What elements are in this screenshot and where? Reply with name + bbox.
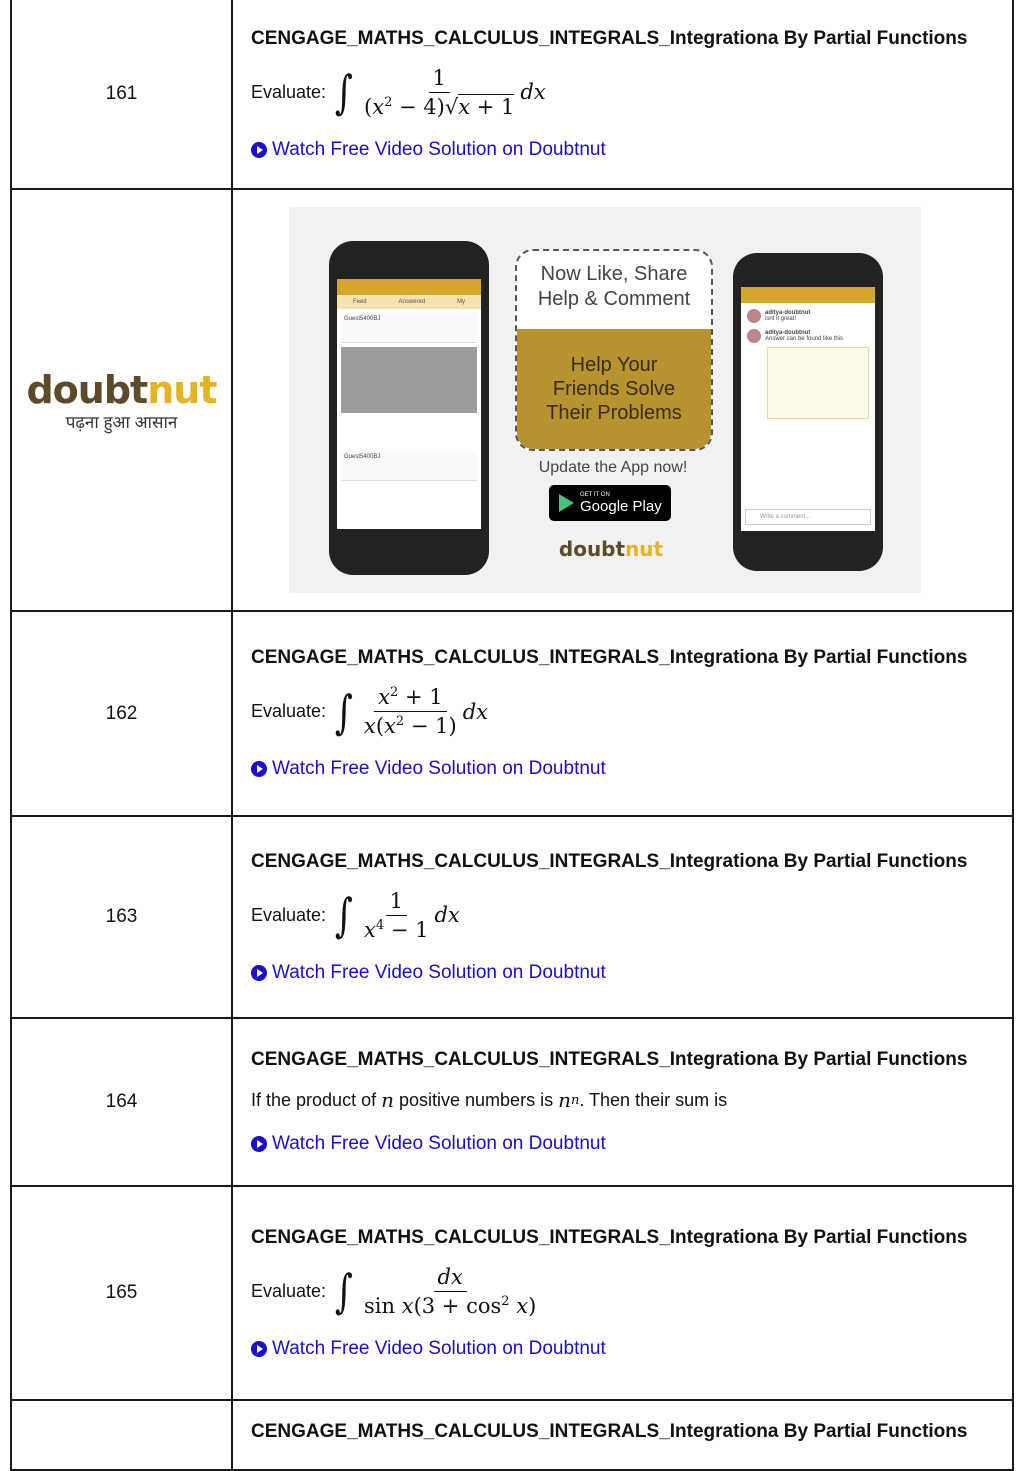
question-table (10, 0, 1014, 1458)
promo-line-1: Now Like, Share (540, 263, 688, 285)
feed-card-2: Guest5400BJ (341, 451, 477, 481)
question-body (232, 0, 1013, 189)
tab-my: My (457, 299, 466, 305)
question-row (11, 1400, 1013, 1470)
play-circle-icon (251, 761, 267, 777)
category-title: CENGAGE_MATHS_CALCULUS_INTEGRALS_Integrationa By Partial Functions (251, 1049, 968, 1070)
question-row (11, 0, 1013, 189)
chat-msg-2: Answer can be found like this (765, 336, 844, 342)
category-title: CENGAGE_MATHS_CALCULUS_INTEGRALS_Integrationa By Partial Functions (251, 1421, 968, 1442)
watch-video-label: Watch Free Video Solution on Doubtnut (272, 1133, 606, 1154)
question-prefix: Evaluate: (251, 701, 327, 721)
chat-user: aditya-doubtnut (765, 310, 811, 316)
question-body (232, 1018, 1013, 1186)
category-title: CENGAGE_MATHS_CALCULUS_INTEGRALS_Integrationa By Partial Functions (251, 27, 968, 49)
question-text (251, 66, 1012, 119)
promo-box (515, 249, 713, 451)
chat-user-2: aditya-doubtnut (765, 330, 811, 336)
tab-answered: Answered (398, 299, 426, 305)
math-expression: ∫ $\frac{dx}{\sin x(3 + \cos^2 x)}$ (335, 1264, 537, 1318)
ad-logo (551, 537, 671, 561)
ad-row (11, 189, 1013, 611)
question-body (232, 1400, 1013, 1470)
watch-video-label: Watch Free Video Solution on Doubtnut (272, 758, 606, 779)
feed-card: Guest5400BJ (341, 313, 477, 343)
watch-video-link[interactable] (251, 139, 1012, 161)
question-text (251, 889, 1012, 942)
category-title: CENGAGE_MATHS_CALCULUS_INTEGRALS_Integrationa By Partial Functions (251, 1226, 968, 1248)
question-row (11, 816, 1013, 1018)
avatar (747, 309, 761, 323)
question-prefix: Evaluate: (251, 81, 327, 102)
help-line-3: Their Problems (546, 402, 682, 424)
watch-video-link[interactable] (251, 1133, 1012, 1155)
watch-video-label: Watch Free Video Solution on Doubtnut (272, 961, 606, 983)
question-photo (341, 347, 477, 413)
question-text (251, 685, 1012, 738)
google-play-button[interactable] (549, 485, 671, 521)
math-expression: ∫ $\frac{x^2 + 1}{x(x^2 - 1)}$ dx (335, 684, 488, 739)
get-it-on: GET IT ON (580, 491, 610, 498)
play-store-icon (559, 494, 574, 512)
question-row (11, 1018, 1013, 1186)
question-body (232, 611, 1013, 816)
question-prefix: Evaluate: (251, 904, 327, 925)
update-text: Update the App now! (538, 459, 688, 476)
play-circle-icon (251, 965, 267, 981)
question-text-c: . Then their sum is (579, 1089, 728, 1110)
phone-right (733, 253, 883, 571)
question-number: 163 (11, 816, 232, 1018)
question-text (251, 1265, 1012, 1318)
watch-video-link[interactable] (251, 1338, 1012, 1360)
question-body (232, 1186, 1013, 1400)
play-circle-icon (251, 1136, 267, 1152)
watch-video-link[interactable] (251, 758, 1012, 780)
chat-msg-1: isnt it great! (765, 316, 797, 322)
question-number: 165 (11, 1186, 232, 1400)
tab-feed: Feed (352, 299, 367, 305)
app-ad-banner[interactable] (289, 207, 921, 593)
help-line-1: Help Your (570, 354, 658, 376)
help-line-2: Friends Solve (552, 378, 676, 400)
question-body (232, 816, 1013, 1018)
question-number: 161 (11, 0, 232, 189)
comment-input: Write a comment... (745, 509, 871, 525)
logo-brand-b: nut (147, 367, 217, 412)
phone-left (329, 241, 489, 575)
question-row (11, 611, 1013, 816)
ad-logo-a: doubt (558, 537, 626, 561)
question-prefix: Evaluate: (251, 1280, 327, 1301)
category-title: CENGAGE_MATHS_CALCULUS_INTEGRALS_Integrationa By Partial Functions (251, 647, 968, 668)
logo-brand-a: doubt (26, 367, 148, 412)
question-number: 162 (11, 611, 232, 816)
watch-video-link[interactable] (251, 962, 1012, 984)
question-text-b: positive numbers is (399, 1089, 554, 1110)
avatar-2 (747, 329, 761, 343)
promo-line-2: Help & Comment (537, 288, 691, 310)
question-number: 164 (11, 1018, 232, 1186)
question-number (11, 1400, 232, 1470)
logo-tagline: पढ़ना हुआ आसान (65, 412, 178, 432)
ad-logo-b: nut (625, 537, 664, 561)
math-expression: ∫ $\frac{1}{(x^2 - 4)√x + 1}$ dx (335, 65, 546, 119)
question-row (11, 1186, 1013, 1400)
watch-video-label: Watch Free Video Solution on Doubtnut (272, 1337, 606, 1359)
store-name: Google Play (580, 497, 662, 515)
doubtnut-logo (11, 189, 232, 611)
category-title: CENGAGE_MATHS_CALCULUS_INTEGRALS_Integrationa By Partial Functions (251, 850, 968, 872)
math-expression: ∫ $\frac{1}{x^4 - 1}$ dx (335, 888, 460, 942)
play-circle-icon (251, 142, 267, 158)
question-text: If the product of n positive numbers is n n . Then their sum is (251, 1088, 728, 1112)
ad-banner-cell (232, 189, 1013, 611)
play-circle-icon (251, 1341, 267, 1357)
question-text-a: If the product of (251, 1089, 377, 1110)
watch-video-label: Watch Free Video Solution on Doubtnut (272, 138, 606, 160)
